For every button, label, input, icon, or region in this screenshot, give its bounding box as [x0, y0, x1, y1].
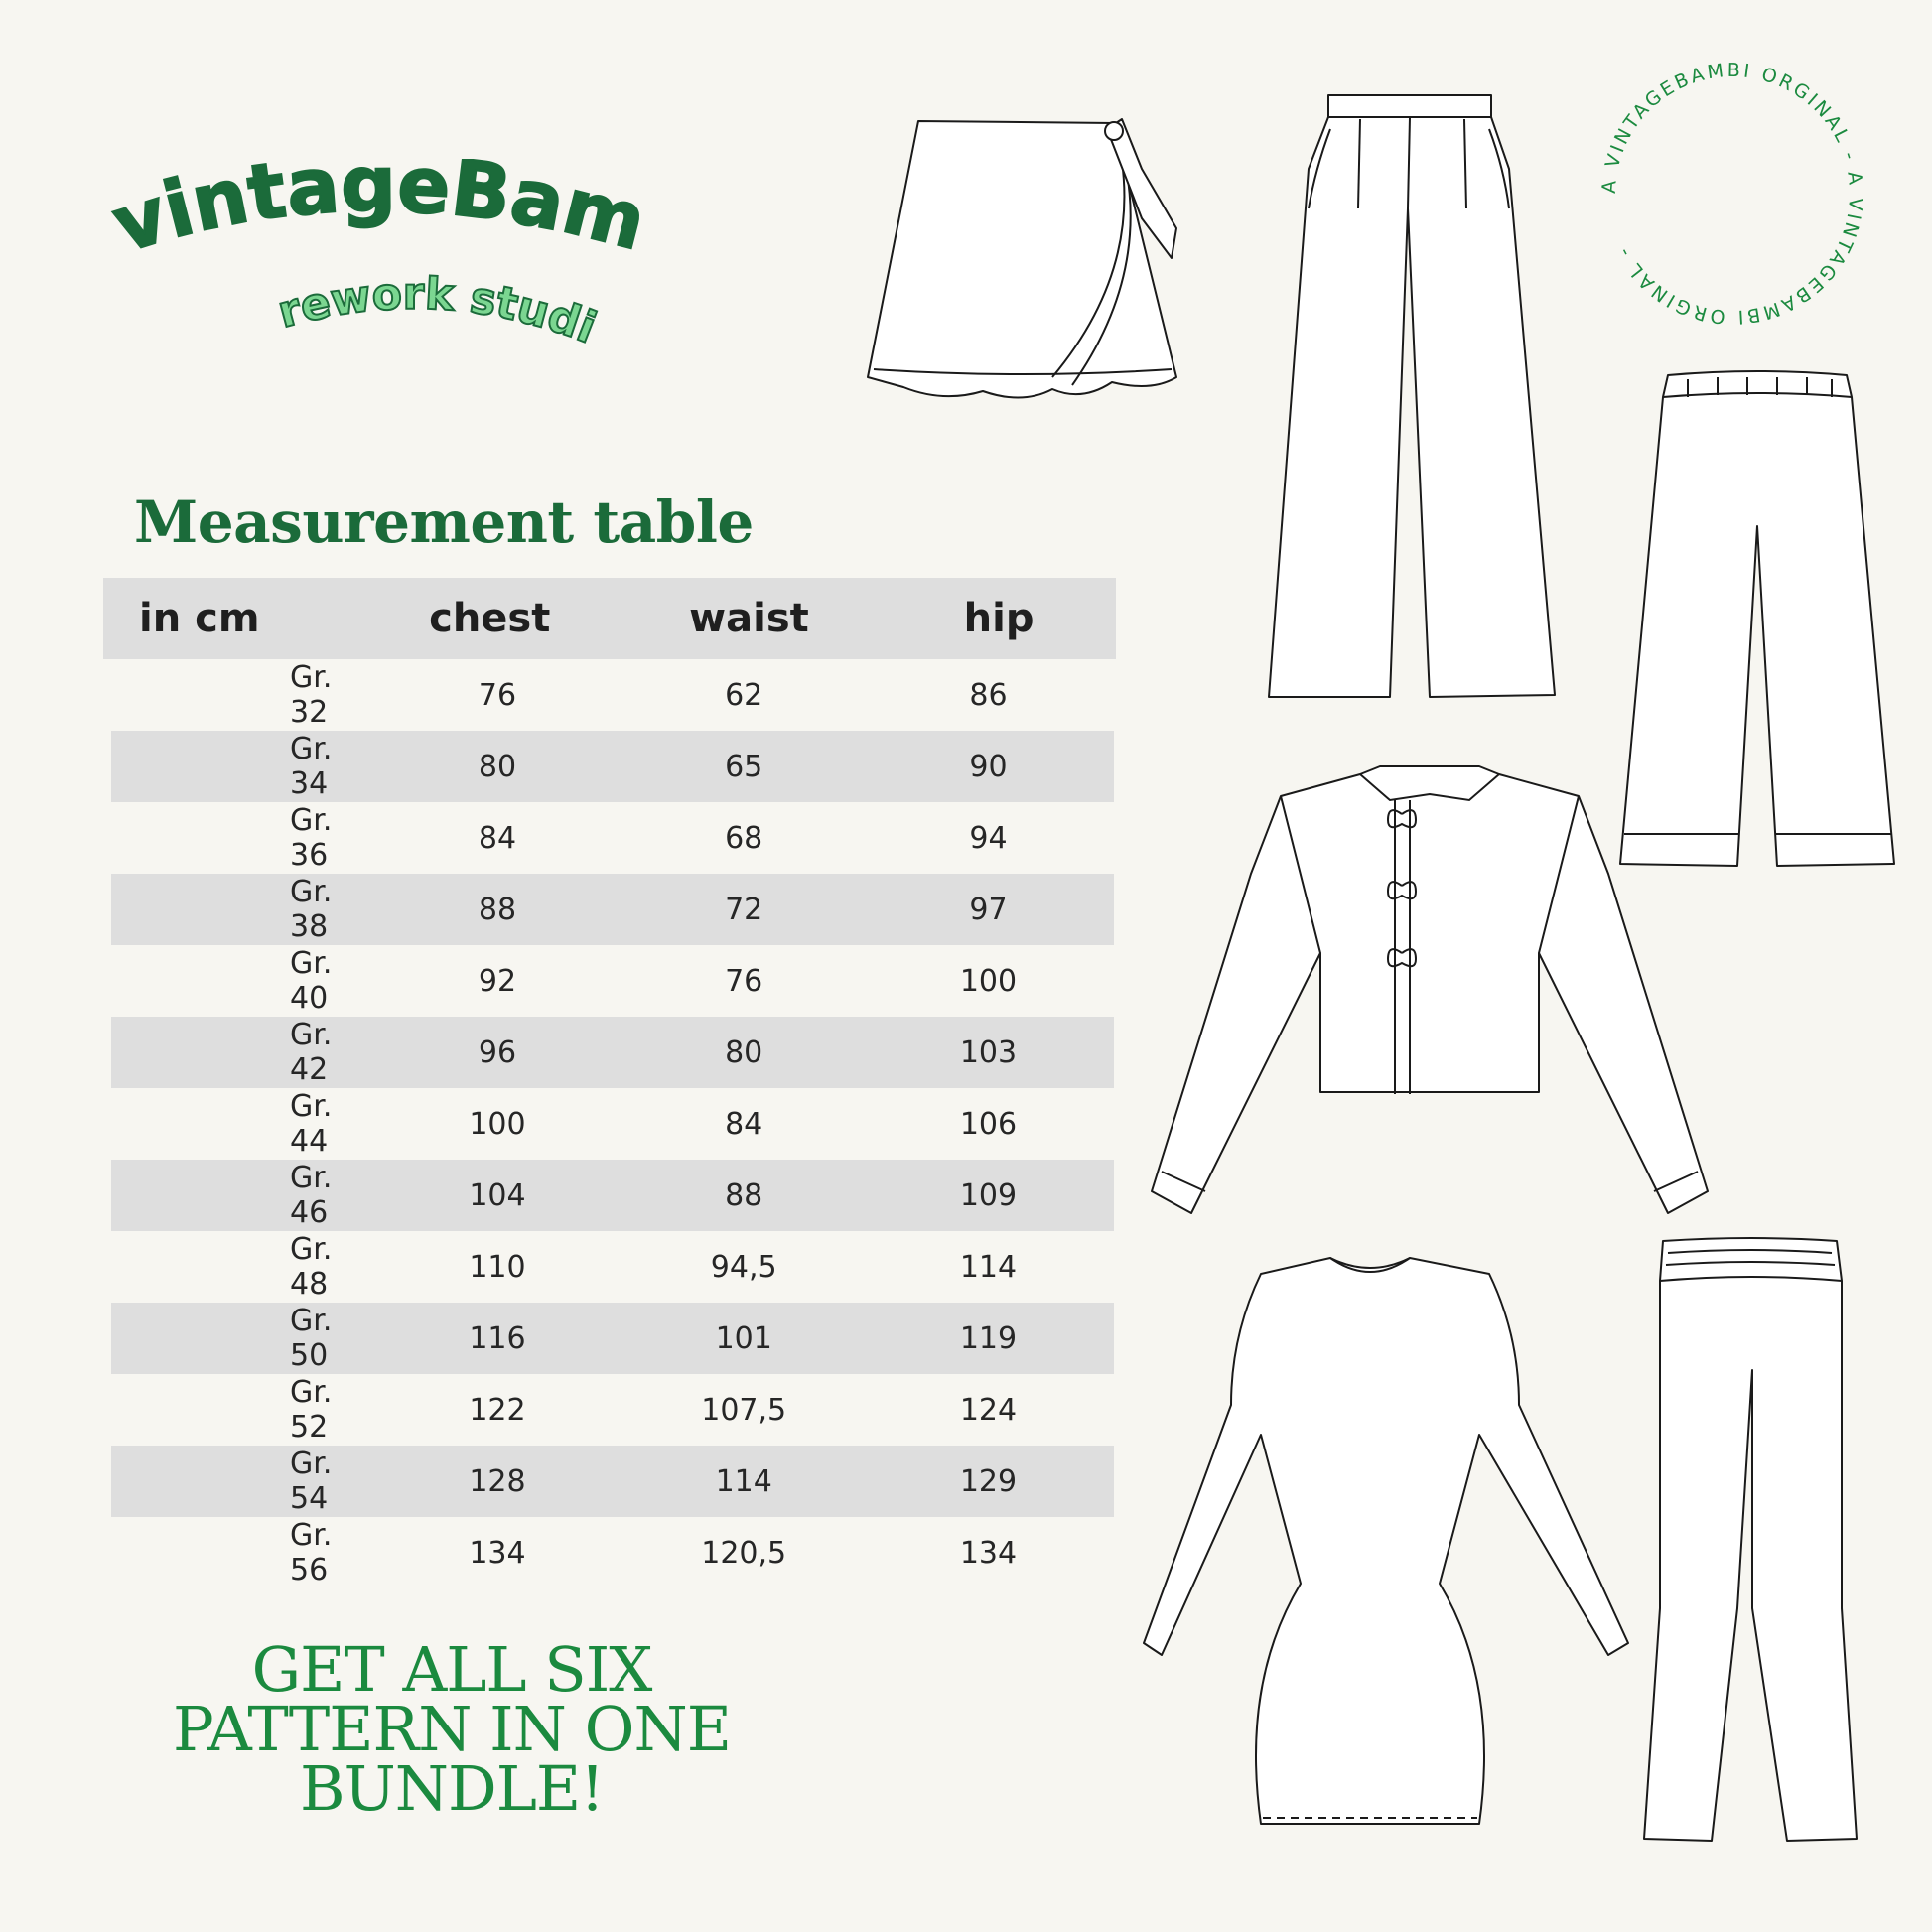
table-row — [111, 1160, 1114, 1231]
cell-chest: 88 — [478, 892, 517, 927]
cell-chest: 110 — [469, 1249, 526, 1285]
promo-line-2: PATTERN IN ONE — [173, 1693, 731, 1765]
seal-text: A VINTAGEBAMBI ORGINAL - A VINTAGEBAMBI ORGINAL - — [1597, 59, 1867, 329]
table-row — [111, 731, 1114, 802]
brand-tagline: rework studi — [272, 268, 603, 354]
cell-size: Gr. 54 — [290, 1447, 333, 1516]
cell-chest: 76 — [478, 677, 517, 713]
table-row — [111, 874, 1114, 945]
cell-hip: 114 — [959, 1249, 1018, 1285]
cell-waist: 84 — [725, 1106, 763, 1142]
cell-size: Gr. 44 — [290, 1089, 333, 1159]
table-row — [111, 1517, 1114, 1588]
cell-hip: 90 — [969, 749, 1008, 784]
cell-waist: 94,5 — [710, 1249, 777, 1285]
table-row — [111, 1374, 1114, 1446]
cell-chest: 128 — [469, 1463, 526, 1499]
cell-waist: 76 — [725, 963, 763, 999]
promo-text — [109, 1633, 794, 1825]
original-seal — [1579, 40, 1886, 347]
cell-chest: 80 — [478, 749, 517, 784]
cell-chest: 122 — [469, 1392, 526, 1428]
cell-chest: 134 — [469, 1535, 526, 1571]
cell-chest: 96 — [478, 1035, 517, 1070]
header-waist: waist — [689, 596, 809, 641]
cell-size: Gr. 56 — [290, 1518, 333, 1587]
cell-hip: 119 — [959, 1320, 1018, 1356]
cell-chest: 116 — [469, 1320, 526, 1356]
cell-size: Gr. 46 — [290, 1161, 333, 1230]
header-hip: hip — [963, 596, 1035, 641]
cell-chest: 100 — [469, 1106, 526, 1142]
cell-hip: 106 — [959, 1106, 1018, 1142]
cell-hip: 94 — [969, 820, 1008, 856]
cell-waist: 101 — [715, 1320, 772, 1356]
table-row — [111, 1017, 1114, 1088]
cell-waist: 114 — [715, 1463, 772, 1499]
cell-size: Gr. 40 — [290, 946, 333, 1016]
bow-jacket-drawing — [1142, 755, 1718, 1221]
cell-hip: 129 — [959, 1463, 1018, 1499]
table-row — [111, 1446, 1114, 1517]
table-header — [103, 578, 1116, 659]
measurement-table — [103, 578, 1116, 1588]
cell-chest: 84 — [478, 820, 517, 856]
cell-chest: 104 — [469, 1177, 526, 1213]
cell-waist: 65 — [725, 749, 763, 784]
promo-line-3: BUNDLE! — [299, 1752, 605, 1825]
wide-trousers-drawing — [1261, 89, 1569, 705]
cell-hip: 134 — [959, 1535, 1018, 1571]
cell-waist: 80 — [725, 1035, 763, 1070]
flared-leggings-drawing — [1628, 1231, 1876, 1857]
cell-waist: 88 — [725, 1177, 763, 1213]
brand-name: vintageBam — [109, 159, 655, 271]
cell-waist: 120,5 — [701, 1535, 787, 1571]
cell-hip: 97 — [969, 892, 1008, 927]
cell-waist: 62 — [725, 677, 763, 713]
header-chest: chest — [429, 596, 551, 641]
cell-size: Gr. 52 — [290, 1375, 333, 1445]
cell-size: Gr. 42 — [290, 1018, 333, 1087]
cell-size: Gr. 48 — [290, 1232, 333, 1302]
cell-waist: 72 — [725, 892, 763, 927]
table-row — [111, 659, 1114, 731]
svg-text:A VINTAGEBAMBI ORGINAL - A VIN — [1598, 60, 1866, 328]
table-body — [103, 659, 1116, 1588]
cell-size: Gr. 38 — [290, 875, 333, 944]
cell-size: Gr. 36 — [290, 803, 333, 873]
header-unit: in cm — [139, 596, 260, 641]
table-row — [111, 1231, 1114, 1303]
cell-hip: 86 — [969, 677, 1008, 713]
cell-waist: 68 — [725, 820, 763, 856]
table-row — [111, 802, 1114, 874]
table-row — [111, 945, 1114, 1017]
svg-text:vintageBambi — [109, 159, 654, 271]
cell-hip: 109 — [959, 1177, 1018, 1213]
promo-line-1: GET ALL SIX — [251, 1633, 652, 1706]
cell-hip: 103 — [959, 1035, 1018, 1070]
cell-hip: 100 — [959, 963, 1018, 999]
cell-waist: 107,5 — [701, 1392, 787, 1428]
cell-size: Gr. 34 — [290, 732, 333, 801]
cell-hip: 124 — [959, 1392, 1018, 1428]
table-row — [111, 1088, 1114, 1160]
page-title: Measurement table — [134, 488, 754, 556]
cell-chest: 92 — [478, 963, 517, 999]
cell-size: Gr. 50 — [290, 1304, 333, 1373]
brand-logo — [109, 159, 665, 377]
cell-size: Gr. 32 — [290, 660, 333, 730]
long-sleeve-dress-drawing — [1142, 1246, 1638, 1832]
table-row — [111, 1303, 1114, 1374]
wrap-skirt-drawing — [854, 109, 1211, 427]
